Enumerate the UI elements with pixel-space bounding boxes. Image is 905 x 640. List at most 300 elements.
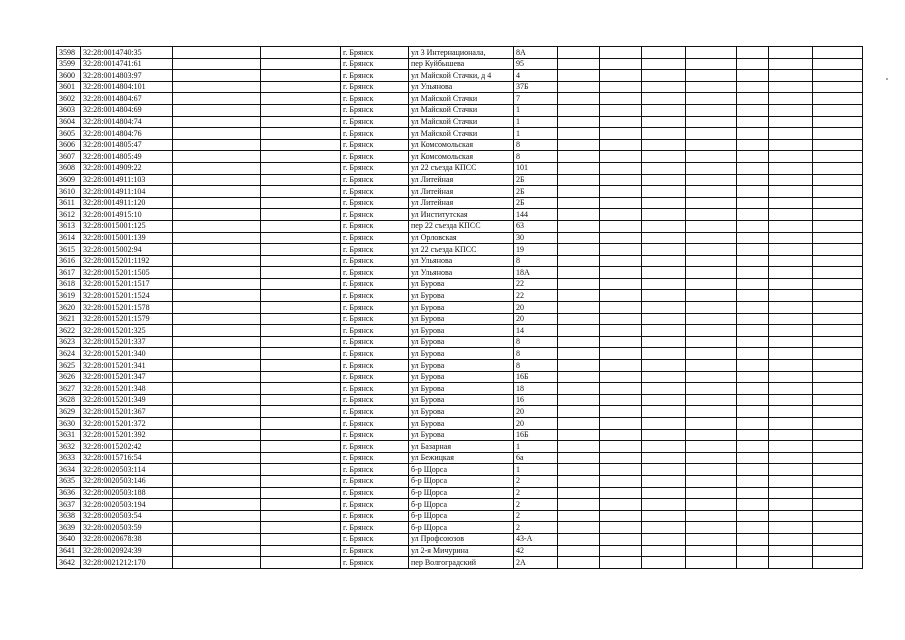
row-number-cell: 3640 (57, 533, 81, 545)
empty-cell (686, 429, 737, 441)
empty-cell (686, 302, 737, 314)
empty-cell (261, 278, 341, 290)
house-number-cell: 2 (514, 522, 558, 534)
house-number-cell: 18 (514, 383, 558, 395)
house-number-cell: 22 (514, 278, 558, 290)
empty-cell (737, 186, 769, 198)
empty-cell (173, 58, 261, 70)
house-number-cell: 2 (514, 499, 558, 511)
empty-cell (642, 325, 686, 337)
empty-cell (600, 278, 642, 290)
row-number-cell: 3601 (57, 81, 81, 93)
empty-cell (686, 197, 737, 209)
empty-cell (769, 475, 813, 487)
empty-cell (173, 93, 261, 105)
empty-cell (173, 452, 261, 464)
cadastral-number-cell: 32:28:0015201:340 (81, 348, 173, 360)
empty-cell (173, 81, 261, 93)
empty-cell (813, 325, 863, 337)
empty-cell (686, 58, 737, 70)
empty-cell (261, 174, 341, 186)
empty-cell (686, 278, 737, 290)
street-cell: пер 22 съезда КПСС (409, 220, 514, 232)
cadastral-number-cell: 32:28:0015002:94 (81, 244, 173, 256)
house-number-cell: 42 (514, 545, 558, 557)
street-cell: ул 3 Интернационала, (409, 47, 514, 59)
empty-cell (558, 81, 600, 93)
cadastral-number-cell: 32:28:0014804:69 (81, 104, 173, 116)
cadastral-number-cell: 32:28:0020924:39 (81, 545, 173, 557)
table-row (57, 487, 863, 499)
house-number-cell: 144 (514, 209, 558, 221)
table-row (57, 139, 863, 151)
house-number-cell: 18А (514, 267, 558, 279)
empty-cell (737, 81, 769, 93)
empty-cell (558, 533, 600, 545)
empty-cell (813, 429, 863, 441)
empty-cell (173, 557, 261, 569)
empty-cell (642, 197, 686, 209)
row-number-cell: 3616 (57, 255, 81, 267)
empty-cell (769, 499, 813, 511)
empty-cell (173, 487, 261, 499)
empty-cell (642, 93, 686, 105)
empty-cell (769, 220, 813, 232)
row-number-cell: 3609 (57, 174, 81, 186)
city-cell: г. Брянск (341, 441, 409, 453)
house-number-cell: 1 (514, 116, 558, 128)
row-number-cell: 3624 (57, 348, 81, 360)
empty-cell (261, 545, 341, 557)
table-row (57, 302, 863, 314)
cadastral-number-cell: 32:28:0020503:54 (81, 510, 173, 522)
empty-cell (686, 360, 737, 372)
house-number-cell: 19 (514, 244, 558, 256)
city-cell: г. Брянск (341, 93, 409, 105)
house-number-cell: 43-А (514, 533, 558, 545)
empty-cell (600, 499, 642, 511)
empty-cell (813, 487, 863, 499)
empty-cell (813, 464, 863, 476)
table-row (57, 313, 863, 325)
table-row (57, 290, 863, 302)
empty-cell (686, 487, 737, 499)
table-row (57, 151, 863, 163)
empty-cell (642, 267, 686, 279)
empty-cell (813, 58, 863, 70)
empty-cell (737, 70, 769, 82)
city-cell: г. Брянск (341, 255, 409, 267)
empty-cell (737, 418, 769, 430)
empty-cell (769, 232, 813, 244)
row-number-cell: 3628 (57, 394, 81, 406)
house-number-cell: 8 (514, 360, 558, 372)
table-row (57, 278, 863, 290)
house-number-cell: 37Б (514, 81, 558, 93)
empty-cell (558, 255, 600, 267)
house-number-cell: 8А (514, 47, 558, 59)
empty-cell (173, 522, 261, 534)
empty-cell (769, 151, 813, 163)
empty-cell (769, 348, 813, 360)
empty-cell (558, 139, 600, 151)
empty-cell (173, 186, 261, 198)
empty-cell (686, 533, 737, 545)
empty-cell (173, 545, 261, 557)
empty-cell (261, 383, 341, 395)
row-number-cell: 3614 (57, 232, 81, 244)
empty-cell (261, 70, 341, 82)
empty-cell (769, 325, 813, 337)
empty-cell (173, 220, 261, 232)
table-row (57, 348, 863, 360)
street-cell: б-р Щорса (409, 510, 514, 522)
empty-cell (813, 545, 863, 557)
city-cell: г. Брянск (341, 70, 409, 82)
house-number-cell: 16Б (514, 429, 558, 441)
street-cell: ул Бурова (409, 360, 514, 372)
empty-cell (737, 464, 769, 476)
row-number-cell: 3631 (57, 429, 81, 441)
empty-cell (558, 220, 600, 232)
empty-cell (600, 371, 642, 383)
empty-cell (173, 510, 261, 522)
empty-cell (558, 371, 600, 383)
street-cell: ул Бурова (409, 278, 514, 290)
house-number-cell: 30 (514, 232, 558, 244)
cadastral-number-cell: 32:28:0015716:54 (81, 452, 173, 464)
table-row (57, 383, 863, 395)
cadastral-number-cell: 32:28:0015001:125 (81, 220, 173, 232)
empty-cell (737, 557, 769, 569)
table-row (57, 116, 863, 128)
city-cell: г. Брянск (341, 302, 409, 314)
empty-cell (261, 290, 341, 302)
empty-cell (813, 244, 863, 256)
empty-cell (737, 441, 769, 453)
empty-cell (600, 244, 642, 256)
empty-cell (642, 418, 686, 430)
empty-cell (600, 313, 642, 325)
city-cell: г. Брянск (341, 267, 409, 279)
empty-cell (769, 522, 813, 534)
empty-cell (642, 510, 686, 522)
empty-cell (173, 197, 261, 209)
empty-cell (261, 429, 341, 441)
empty-cell (686, 47, 737, 59)
table-row (57, 418, 863, 430)
row-number-cell: 3635 (57, 475, 81, 487)
empty-cell (600, 220, 642, 232)
empty-cell (642, 244, 686, 256)
street-cell: ул Бурова (409, 313, 514, 325)
empty-cell (737, 302, 769, 314)
city-cell: г. Брянск (341, 116, 409, 128)
empty-cell (600, 487, 642, 499)
empty-cell (261, 116, 341, 128)
house-number-cell: 6а (514, 452, 558, 464)
empty-cell (173, 348, 261, 360)
cadastral-number-cell: 32:28:0015201:1505 (81, 267, 173, 279)
street-cell: ул Профсоюзов (409, 533, 514, 545)
empty-cell (558, 313, 600, 325)
empty-cell (737, 510, 769, 522)
empty-cell (173, 418, 261, 430)
empty-cell (261, 325, 341, 337)
empty-cell (261, 557, 341, 569)
cadastral-number-cell: 32:28:0014741:61 (81, 58, 173, 70)
empty-cell (813, 47, 863, 59)
empty-cell (769, 429, 813, 441)
empty-cell (642, 371, 686, 383)
city-cell: г. Брянск (341, 244, 409, 256)
cadastral-number-cell: 32:28:0015201:348 (81, 383, 173, 395)
row-number-cell: 3605 (57, 128, 81, 140)
empty-cell (686, 418, 737, 430)
empty-cell (813, 499, 863, 511)
street-cell: ул Комсомольская (409, 151, 514, 163)
empty-cell (686, 255, 737, 267)
empty-cell (558, 429, 600, 441)
house-number-cell: 7 (514, 93, 558, 105)
empty-cell (173, 464, 261, 476)
empty-cell (769, 139, 813, 151)
empty-cell (686, 209, 737, 221)
empty-cell (686, 371, 737, 383)
empty-cell (769, 93, 813, 105)
table-row (57, 499, 863, 511)
row-number-cell: 3610 (57, 186, 81, 198)
street-cell: ул Бурова (409, 336, 514, 348)
empty-cell (686, 522, 737, 534)
empty-cell (737, 278, 769, 290)
empty-cell (813, 313, 863, 325)
cadastral-number-cell: 32:28:0020503:194 (81, 499, 173, 511)
table-row (57, 464, 863, 476)
empty-cell (600, 58, 642, 70)
house-number-cell: 2Б (514, 197, 558, 209)
empty-cell (813, 232, 863, 244)
table-row (57, 104, 863, 116)
cadastral-number-cell: 32:28:0020503:188 (81, 487, 173, 499)
empty-cell (558, 290, 600, 302)
empty-cell (769, 47, 813, 59)
empty-cell (813, 70, 863, 82)
empty-cell (261, 58, 341, 70)
cadastral-number-cell: 32:28:0015201:341 (81, 360, 173, 372)
empty-cell (261, 360, 341, 372)
empty-cell (769, 174, 813, 186)
house-number-cell: 22 (514, 290, 558, 302)
empty-cell (600, 255, 642, 267)
empty-cell (558, 267, 600, 279)
empty-cell (813, 510, 863, 522)
empty-cell (813, 116, 863, 128)
row-number-cell: 3625 (57, 360, 81, 372)
empty-cell (600, 174, 642, 186)
empty-cell (686, 383, 737, 395)
street-cell: ул 2-я Мичурина (409, 545, 514, 557)
city-cell: г. Брянск (341, 278, 409, 290)
empty-cell (261, 522, 341, 534)
empty-cell (813, 220, 863, 232)
empty-cell (737, 545, 769, 557)
empty-cell (813, 93, 863, 105)
empty-cell (737, 394, 769, 406)
empty-cell (600, 348, 642, 360)
city-cell: г. Брянск (341, 325, 409, 337)
empty-cell (686, 174, 737, 186)
empty-cell (261, 499, 341, 511)
empty-cell (686, 162, 737, 174)
city-cell: г. Брянск (341, 557, 409, 569)
street-cell: ул Ульянова (409, 267, 514, 279)
empty-cell (261, 209, 341, 221)
row-number-cell: 3623 (57, 336, 81, 348)
empty-cell (261, 302, 341, 314)
empty-cell (600, 464, 642, 476)
empty-cell (173, 267, 261, 279)
cadastral-number-cell: 32:28:0014804:76 (81, 128, 173, 140)
street-cell: ул Литейная (409, 186, 514, 198)
table-row (57, 371, 863, 383)
city-cell: г. Брянск (341, 151, 409, 163)
cadastral-number-cell: 32:28:0014805:49 (81, 151, 173, 163)
table-row (57, 325, 863, 337)
empty-cell (769, 533, 813, 545)
house-number-cell: 20 (514, 302, 558, 314)
empty-cell (642, 139, 686, 151)
empty-cell (769, 81, 813, 93)
empty-cell (600, 267, 642, 279)
empty-cell (737, 533, 769, 545)
empty-cell (261, 441, 341, 453)
empty-cell (600, 186, 642, 198)
empty-cell (769, 313, 813, 325)
empty-cell (642, 151, 686, 163)
empty-cell (173, 313, 261, 325)
empty-cell (600, 557, 642, 569)
cadastral-number-cell: 32:28:0015202:42 (81, 441, 173, 453)
row-number-cell: 3612 (57, 209, 81, 221)
empty-cell (261, 406, 341, 418)
empty-cell (813, 371, 863, 383)
table-row (57, 70, 863, 82)
cadastral-number-cell: 32:28:0014804:67 (81, 93, 173, 105)
empty-cell (737, 371, 769, 383)
city-cell: г. Брянск (341, 232, 409, 244)
empty-cell (686, 93, 737, 105)
row-number-cell: 3615 (57, 244, 81, 256)
row-number-cell: 3629 (57, 406, 81, 418)
empty-cell (769, 545, 813, 557)
empty-cell (642, 70, 686, 82)
empty-cell (558, 325, 600, 337)
empty-cell (737, 162, 769, 174)
table-row (57, 475, 863, 487)
street-cell: б-р Щорса (409, 464, 514, 476)
city-cell: г. Брянск (341, 475, 409, 487)
empty-cell (686, 464, 737, 476)
empty-cell (813, 360, 863, 372)
empty-cell (737, 244, 769, 256)
empty-cell (642, 209, 686, 221)
cadastral-number-cell: 32:28:0015201:1524 (81, 290, 173, 302)
empty-cell (813, 348, 863, 360)
empty-cell (813, 104, 863, 116)
empty-cell (769, 186, 813, 198)
empty-cell (769, 394, 813, 406)
empty-cell (642, 162, 686, 174)
empty-cell (261, 313, 341, 325)
cadastral-number-cell: 32:28:0015201:392 (81, 429, 173, 441)
empty-cell (737, 220, 769, 232)
empty-cell (813, 174, 863, 186)
empty-cell (686, 220, 737, 232)
empty-cell (600, 452, 642, 464)
scan-speck (886, 78, 888, 80)
city-cell: г. Брянск (341, 360, 409, 372)
empty-cell (558, 348, 600, 360)
empty-cell (600, 394, 642, 406)
empty-cell (737, 58, 769, 70)
empty-cell (558, 545, 600, 557)
empty-cell (600, 104, 642, 116)
table-row (57, 452, 863, 464)
empty-cell (261, 452, 341, 464)
empty-cell (261, 255, 341, 267)
city-cell: г. Брянск (341, 58, 409, 70)
empty-cell (642, 394, 686, 406)
empty-cell (173, 475, 261, 487)
empty-cell (769, 464, 813, 476)
table-row (57, 209, 863, 221)
empty-cell (813, 533, 863, 545)
empty-cell (813, 394, 863, 406)
empty-cell (737, 325, 769, 337)
cadastral-number-cell: 32:28:0015201:372 (81, 418, 173, 430)
street-cell: ул 22 съезда КПСС (409, 244, 514, 256)
empty-cell (686, 244, 737, 256)
cadastral-number-cell: 32:28:0015201:1579 (81, 313, 173, 325)
house-number-cell: 1 (514, 104, 558, 116)
house-number-cell: 8 (514, 348, 558, 360)
empty-cell (737, 487, 769, 499)
house-number-cell: 16Б (514, 371, 558, 383)
empty-cell (173, 371, 261, 383)
row-number-cell: 3603 (57, 104, 81, 116)
row-number-cell: 3608 (57, 162, 81, 174)
city-cell: г. Брянск (341, 545, 409, 557)
empty-cell (686, 313, 737, 325)
empty-cell (813, 406, 863, 418)
city-cell: г. Брянск (341, 104, 409, 116)
street-cell: б-р Щорса (409, 475, 514, 487)
empty-cell (261, 197, 341, 209)
street-cell: пер Волгоградский (409, 557, 514, 569)
empty-cell (558, 522, 600, 534)
empty-cell (642, 47, 686, 59)
cadastral-number-cell: 32:28:0015201:349 (81, 394, 173, 406)
table-row (57, 47, 863, 59)
empty-cell (600, 197, 642, 209)
empty-cell (600, 93, 642, 105)
cadastral-number-cell: 32:28:0015201:1192 (81, 255, 173, 267)
empty-cell (600, 81, 642, 93)
empty-cell (686, 545, 737, 557)
empty-cell (642, 499, 686, 511)
empty-cell (686, 452, 737, 464)
